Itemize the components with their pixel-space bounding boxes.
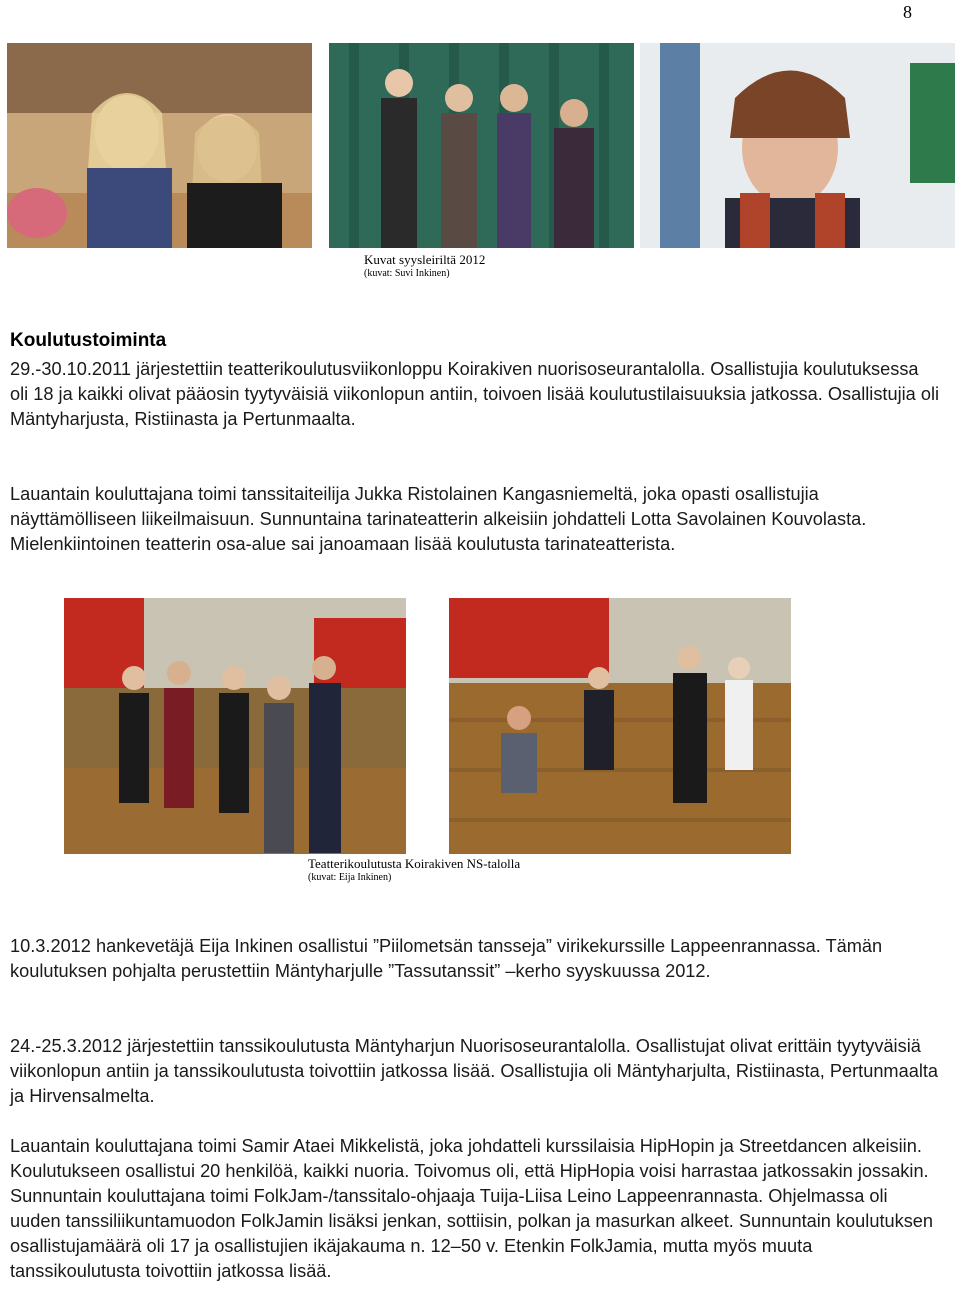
caption-text: Teatterikoulutusta Koirakiven NS-talolla bbox=[308, 856, 521, 871]
photo-camp-performers bbox=[329, 43, 634, 248]
photo-camp-girls bbox=[7, 43, 312, 248]
caption-camp-photos bbox=[364, 252, 485, 281]
paragraph-theatre-trainers: Lauantain kouluttajana toimi tanssitaiteilija Jukka Ristolainen Kangasniemeltä, joka opasti osallistujia näyttämölliseen liikeilmaisuun. Sunnuntaina tarinateatterin alkeisiin johdatteli Lotta Savolainen Kouvolasta. Mielenkiintoinen teatterin osa-alue sai janoamaan lisää koulutusta tarinateatterista. bbox=[10, 484, 867, 554]
caption-credit: (kuvat: Suvi Inkinen) bbox=[364, 268, 450, 279]
paragraph-theatre-weekend: 29.-30.10.2011 järjestettiin teatterikoulutusviikonloppu Koirakiven nuorisoseurantalolla. Osallistujia koulutuksessa oli 18 ja kaikki olivat pääosin tyytyväisiä viikonlopun antiin, toivoen lisää koulutustilaisuuksia jatkossa. Osallistujia oli Mäntyharjusta, Ristiinasta ja Pertunmaalta. bbox=[10, 359, 940, 429]
section-heading: Koulutustoiminta bbox=[10, 330, 167, 351]
caption-text: Kuvat syysleiriltä 2012 bbox=[364, 252, 486, 267]
photo-theatre-training-2 bbox=[449, 598, 791, 854]
photo-camp-boy bbox=[640, 43, 955, 248]
page-number: 8 bbox=[903, 2, 912, 22]
caption-theatre-photos bbox=[308, 856, 520, 885]
caption-credit: (kuvat: Eija Inkinen) bbox=[308, 872, 392, 883]
paragraph-piilometsa-course: 10.3.2012 hankevetäjä Eija Inkinen osallistui ”Piilometsän tansseja” virikekurssille Lappeenrannassa. Tämän koulutuksen pohjalta perustettiin Mäntyharjulle ”Tassutanssit” –kerho syyskuussa 2012. bbox=[10, 936, 883, 981]
paragraph-dance-weekend: 24.-25.3.2012 järjestettiin tanssikoulutusta Mäntyharjun Nuorisoseurantalolla. Osallistujat olivat erittäin tyytyväisiä viikonlopun antiin ja tanssikoulutusta toivottiin jatkossa lisää. Osallistujia oli Mäntyharjulta, Ristiinasta, Pertunmaalta ja Hirvensalmelta. bbox=[10, 1036, 939, 1106]
photo-theatre-training-1 bbox=[64, 598, 406, 854]
paragraph-dance-trainers: Lauantain kouluttajana toimi Samir Ataei Mikkelistä, joka johdatteli kurssilaisia HipHopin ja Streetdancen alkeisiin. Koulutukseen osallistui 20 henkilöä, kaikki nuoria. Toivomus oli, että HipHopia voisi harrastaa jatkossakin jossakin. Sunnuntain kouluttajana toimi FolkJam-/tanssitalo-ohjaaja Tuija-Liisa Leino Lappeenrannasta. Ohjelmassa oli uuden tanssiliikuntamuodon FolkJamin lisäksi jenkan, sottiisin, polkan ja masurkan alkeet. Sunnuntain koulutuksen osallistujamäärä oli 17 ja osallistujien ikäjakauma n. 12–50 v. Etenkin FolkJamia, mutta myös muuta tanssikoulutusta toivottiin jatkossa lisää. bbox=[10, 1136, 934, 1281]
